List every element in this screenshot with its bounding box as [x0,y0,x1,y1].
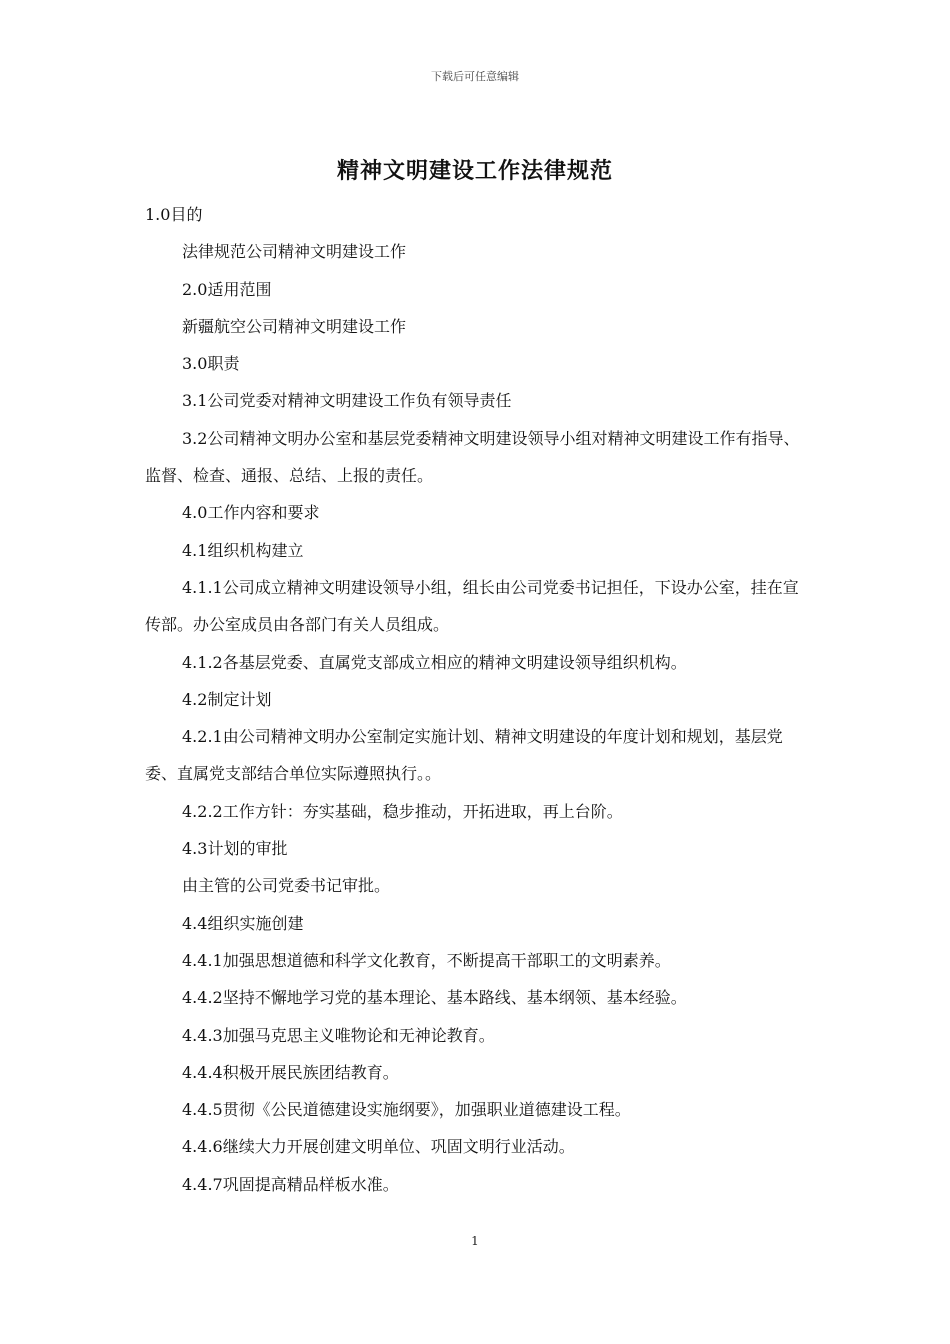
paragraph-10: 4.1.1公司成立精神文明建设领导小组，组长由公司党委书记担任，下设办公室，挂在宣传部。办公室成员由各部门有关人员组成。 [145,577,799,635]
paragraph-23: 4.4.6继续大力开展创建文明单位、巩固文明行业活动。 [182,1137,575,1157]
paragraph-2: 法律规范公司精神文明建设工作 [182,242,407,262]
paragraph-11: 4.1.2各基层党委、直属党支部成立相应的精神文明建设领导组织机构。 [182,652,687,672]
paragraph-8: 4.0工作内容和要求 [182,503,320,523]
paragraph-15: 4.3计划的审批 [182,839,288,859]
paragraph-24: 4.4.7巩固提高精品样板水准。 [182,1174,399,1194]
paragraph-9: 4.1组织机构建立 [182,540,304,560]
paragraph-1: 1.0目的 [145,205,203,224]
document-body [145,196,807,1203]
page-number: 1 [471,1234,479,1248]
paragraph-12: 4.2制定计划 [182,689,272,709]
paragraph-13: 4.2.1由公司精神文明办公室制定实施计划、精神文明建设的年度计划和规划，基层党委、直属党支部结合单位实际遵照执行。。 [145,727,783,784]
paragraph-7: 3.2公司精神文明办公室和基层党委精神文明建设领导小组对精神文明建设工作有指导、监督、检查、通报、总结、上报的责任。 [145,428,800,486]
header-note: 下载后可任意编辑 [431,70,519,83]
paragraph-4: 新疆航空公司精神文明建设工作 [182,316,407,336]
paragraph-16: 由主管的公司党委书记审批。 [182,876,391,896]
paragraph-6: 3.1公司党委对精神文明建设工作负有领导责任 [182,391,512,411]
paragraph-19: 4.4.2坚持不懈地学习党的基本理论、基本路线、基本纲领、基本经验。 [182,988,687,1008]
paragraph-17: 4.4组织实施创建 [182,913,304,933]
document-title: 精神文明建设工作法律规范 [336,159,613,184]
paragraph-21: 4.4.4积极开展民族团结教育。 [182,1062,399,1082]
paragraph-14: 4.2.2工作方针：夯实基础，稳步推动，开拓进取，再上台阶。 [182,801,623,821]
paragraph-5: 3.0职责 [182,354,240,374]
paragraph-3: 2.0适用范围 [182,279,272,299]
paragraph-22: 4.4.5贯彻《公民道德建设实施纲要》，加强职业道德建设工程。 [182,1100,631,1120]
paragraph-20: 4.4.3加强马克思主义唯物论和无神论教育。 [182,1025,495,1045]
paragraph-18: 4.4.1加强思想道德和科学文化教育，不断提高干部职工的文明素养。 [182,950,671,970]
